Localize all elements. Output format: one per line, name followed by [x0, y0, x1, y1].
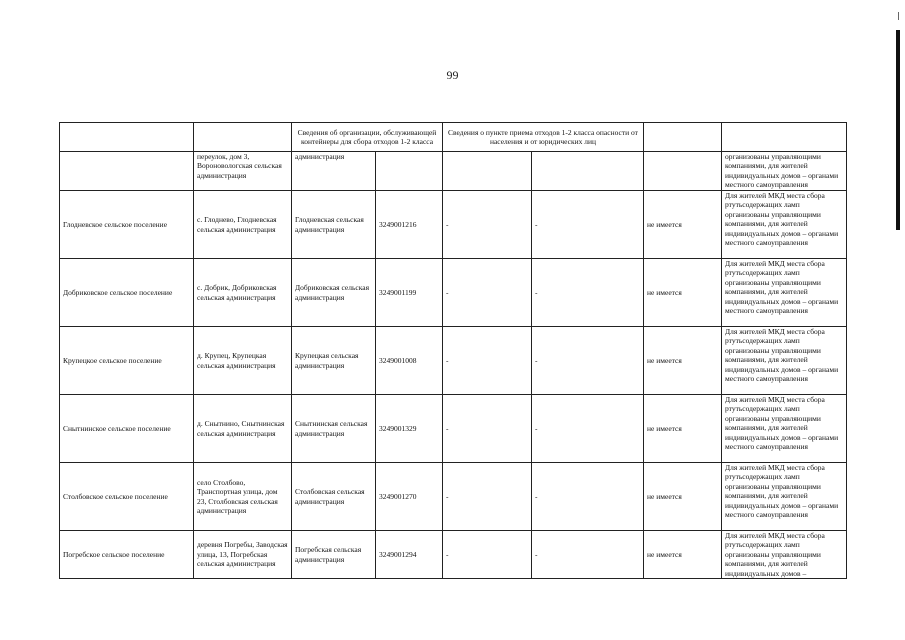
point-b-cell: -	[532, 191, 644, 259]
notes-cell: Для жителей МКД места сбора ртутьсодержащих ламп организованы управляющими компаниями, для жителей индивидуальных домов – органами местного самоуправления	[722, 327, 847, 395]
scan-edge-bar	[896, 30, 900, 230]
table-row	[60, 259, 847, 327]
settlement-cell: Глодневское сельское поселение	[60, 191, 194, 259]
notes-cell: Для жителей МКД места сбора ртутьсодержащих ламп организованы управляющими компаниями, для жителей индивидуальных домов – органами местного самоуправления	[722, 463, 847, 531]
table-row	[60, 395, 847, 463]
point-b-cell: -	[532, 395, 644, 463]
inn-cell: 3249001329	[376, 395, 443, 463]
cont-point-b-cell	[532, 152, 644, 191]
settlement-cell: Добриковское сельское поселение	[60, 259, 194, 327]
point-a-cell: -	[443, 259, 532, 327]
header-cell-settlement	[60, 123, 194, 152]
notes-cell: Для жителей МКД места сбора ртутьсодержащих ламп организованы управляющими компаниями, для жителей индивидуальных домов – органами местного самоуправления	[722, 191, 847, 259]
point-a-cell: -	[443, 395, 532, 463]
table-row	[60, 531, 847, 579]
org-name-cell: Крупецкая сельская администрация	[292, 327, 376, 395]
point-a-cell: -	[443, 531, 532, 579]
point-a-cell: -	[443, 327, 532, 395]
org-name-cell: Глодневская сельская администрация	[292, 191, 376, 259]
settlement-cell: Погребское сельское поселение	[60, 531, 194, 579]
status-cell: не имеется	[644, 395, 722, 463]
point-b-cell: -	[532, 327, 644, 395]
point-a-cell: -	[443, 463, 532, 531]
org-name-cell: Добриковская сельская администрация	[292, 259, 376, 327]
address-cell: д. Крупец, Крупецкая сельская администрация	[194, 327, 292, 395]
header-point-info: Сведения о пункте приема отходов 1-2 класса опасности от населения и от юридических лиц	[443, 123, 644, 152]
inn-cell: 3249001294	[376, 531, 443, 579]
table-row	[60, 327, 847, 395]
status-cell: не имеется	[644, 259, 722, 327]
cont-org-name-cell: администрация	[292, 152, 376, 191]
table-header-row	[60, 123, 847, 152]
address-cell: с. Добрик, Добриковская сельская администрация	[194, 259, 292, 327]
header-cell-status	[644, 123, 722, 152]
cont-status-cell	[644, 152, 722, 191]
status-cell: не имеется	[644, 327, 722, 395]
address-cell: с. Глоднево, Глодневская сельская администрация	[194, 191, 292, 259]
address-cell: село Столбово, Транспортная улица, дом 23, Столбовская сельская администрация	[194, 463, 292, 531]
cont-notes-cell: организованы управляющими компаниями, для жителей индивидуальных домов – органами местного самоуправления	[722, 152, 847, 191]
status-cell: не имеется	[644, 191, 722, 259]
status-cell: не имеется	[644, 463, 722, 531]
notes-cell: Для жителей МКД места сбора ртутьсодержащих ламп организованы управляющими компаниями, для жителей индивидуальных домов – органами местного самоуправления	[722, 395, 847, 463]
waste-collection-table	[59, 122, 847, 579]
cont-point-a-cell	[443, 152, 532, 191]
status-cell: не имеется	[644, 531, 722, 579]
address-cell: деревня Погребы, Заводская улица, 13, Погребская сельская администрация	[194, 531, 292, 579]
org-name-cell: Погребская сельская администрация	[292, 531, 376, 579]
org-name-cell: Столбовская сельская администрация	[292, 463, 376, 531]
cont-settlement-cell	[60, 152, 194, 191]
table-row	[60, 191, 847, 259]
cont-address-cell: переулок, дом 3, Вороновологская сельская администрация	[194, 152, 292, 191]
settlement-cell: Столбовское сельское поселение	[60, 463, 194, 531]
settlement-cell: Снытнинское сельское поселение	[60, 395, 194, 463]
notes-cell: Для жителей МКД места сбора ртутьсодержащих ламп организованы управляющими компаниями, для жителей индивидуальных домов –	[722, 531, 847, 579]
point-b-cell: -	[532, 531, 644, 579]
header-cell-notes	[722, 123, 847, 152]
inn-cell: 3249001216	[376, 191, 443, 259]
header-cell-address	[194, 123, 292, 152]
notes-cell: Для жителей МКД места сбора ртутьсодержащих ламп организованы управляющими компаниями, для жителей индивидуальных домов – органами местного самоуправления	[722, 259, 847, 327]
inn-cell: 3249001008	[376, 327, 443, 395]
inn-cell: 3249001270	[376, 463, 443, 531]
cont-inn-cell	[376, 152, 443, 191]
settlement-cell: Крупецкое сельское поселение	[60, 327, 194, 395]
inn-cell: 3249001199	[376, 259, 443, 327]
edge-tick-mark	[898, 12, 899, 20]
address-cell: д. Снытнино, Снытнинская сельская администрация	[194, 395, 292, 463]
page-number: 99	[446, 68, 459, 82]
header-org-info: Сведения об организации, обслуживающей контейнеры для сбора отходов 1-2 класса	[292, 123, 443, 152]
continuation-row	[60, 152, 847, 191]
point-b-cell: -	[532, 259, 644, 327]
org-name-cell: Снытнинская сельская администрация	[292, 395, 376, 463]
point-a-cell: -	[443, 191, 532, 259]
point-b-cell: -	[532, 463, 644, 531]
table-row	[60, 463, 847, 531]
